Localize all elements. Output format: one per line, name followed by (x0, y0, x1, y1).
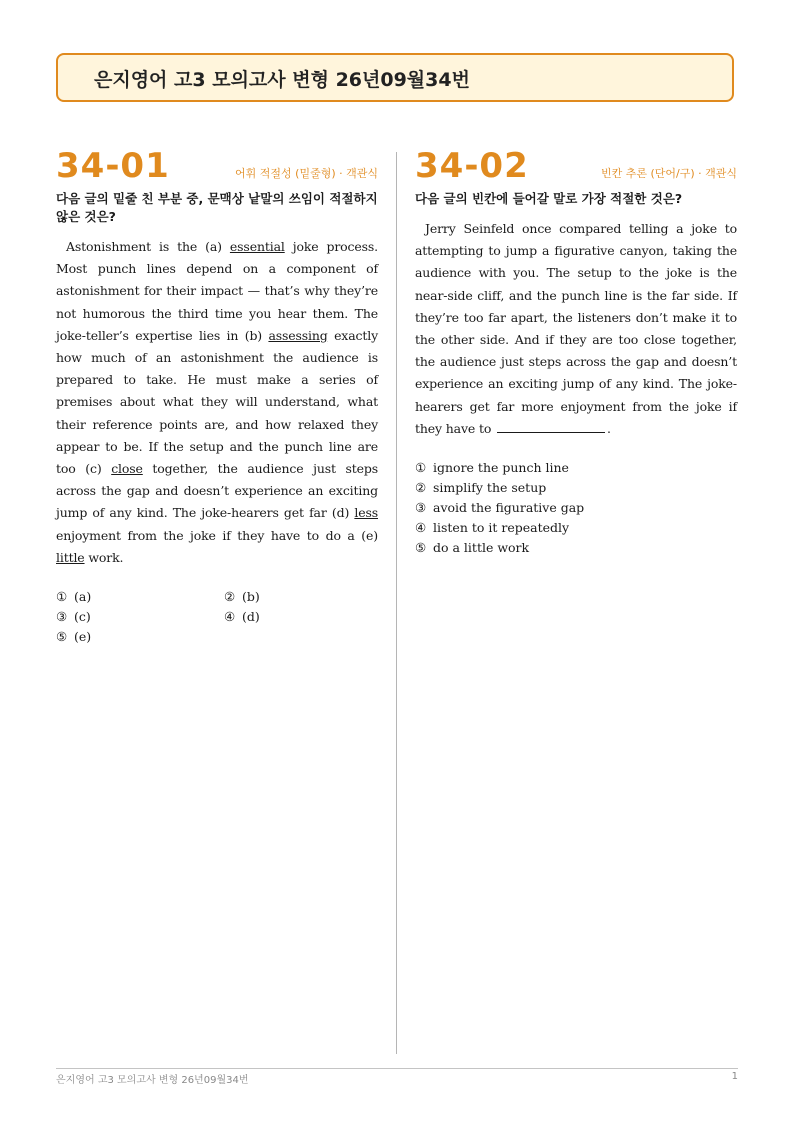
question-number: 34-01 (56, 146, 170, 186)
question-34-02 (415, 146, 737, 558)
question-passage (56, 236, 378, 569)
choice-mark: ⑤ (56, 629, 68, 645)
question-header (56, 146, 378, 188)
choice-3[interactable] (56, 607, 224, 627)
underlined-word-a: essential (229, 239, 285, 254)
passage-text: exactly how much of an astonishment the audience is prepared to take. He must make a series of premises about what they will understand, what their reference points are, and how relaxed they appear to be. If the setup and the punch line are too (c) (56, 327, 378, 477)
choice-mark: ⑤ (415, 540, 427, 556)
answer-choices (56, 587, 378, 647)
passage-text: Astonishment is the (a) (66, 239, 230, 254)
choice-text: (d) (242, 609, 260, 625)
choice-mark: ② (224, 589, 236, 605)
passage-text: joke process. Most punch lines depend on a component of astonishment for their impact — that’s why they’re not humorous the third time you hear them. The joke-teller’s expertise lies in (b) (56, 239, 378, 343)
choice-text: (e) (74, 629, 92, 645)
underlined-word-c: close (111, 461, 143, 477)
choice-mark: ② (415, 480, 427, 496)
underlined-word-b: assessing (268, 327, 328, 343)
choice-text: simplify the setup (433, 480, 547, 496)
choice-mark: ③ (415, 500, 427, 516)
choice-mark: ① (56, 589, 68, 605)
header-box (56, 53, 734, 102)
question-instruction: 다음 글의 밑줄 친 부분 중, 문맥상 낱말의 쓰임이 적절하지 않은 것은? (56, 191, 378, 224)
passage-text: together, the audience just steps across the gap and doesn’t experience an exciting jump of any kind. The joke-hearers get far (d) (56, 461, 378, 521)
choice-1[interactable] (415, 458, 737, 478)
choice-2[interactable] (415, 478, 737, 498)
underlined-word-d: less (354, 505, 378, 521)
question-instruction: 다음 글의 빈칸에 들어갈 말로 가장 적절한 것은? (415, 191, 683, 206)
question-passage (415, 218, 737, 440)
choice-mark: ④ (224, 609, 236, 625)
question-34-01 (56, 146, 378, 647)
choice-mark: ④ (415, 520, 427, 536)
choice-mark: ③ (56, 609, 68, 625)
choice-2[interactable] (224, 587, 378, 607)
choice-3[interactable] (415, 498, 737, 518)
passage-text: enjoyment from the joke if they have to do a (e) (56, 527, 378, 543)
page-title: 은지영어 고3 모의고사 변형 26년09월34번 (94, 69, 470, 91)
question-header (415, 146, 737, 188)
choice-mark: ① (415, 460, 427, 476)
answer-choices (415, 458, 737, 558)
passage-text: Jerry Seinfeld once compared telling a joke to attempting to jump a figurative canyon, taking the audience with you. The setup to the joke is the near-side cliff, and the punch line is the far side. If they’re too far apart, the listeners don’t make it to the other side. And if they are too close together, the audience just steps across the gap and doesn’t experience an exciting jump of any kind. The joke-hearers get far more enjoyment from the joke if they have to (415, 221, 737, 436)
footer-title: 은지영어 고3 모의고사 변형 26년09월34번 (56, 1075, 249, 1086)
choice-5[interactable] (56, 627, 224, 647)
choice-text: avoid the figurative gap (433, 500, 585, 516)
choice-4[interactable] (415, 518, 737, 538)
choice-text: (b) (242, 589, 260, 605)
page-number: 1 (731, 1071, 738, 1082)
question-type-tag: 어휘 적절성 (밑줄형) · 객관식 (235, 167, 378, 180)
choice-4[interactable] (224, 607, 378, 627)
passage-text: . (607, 420, 611, 436)
question-type-tag: 빈칸 추론 (단어/구) · 객관식 (600, 167, 737, 180)
choice-text: (a) (74, 589, 92, 605)
answer-blank (497, 420, 605, 433)
choice-5[interactable] (415, 538, 737, 558)
column-divider (396, 152, 397, 1054)
footer-divider (56, 1068, 738, 1069)
question-number: 34-02 (415, 146, 529, 186)
choice-text: (c) (74, 609, 91, 625)
choice-text: listen to it repeatedly (433, 520, 570, 536)
passage-text: work. (84, 549, 124, 565)
underlined-word-e: little (56, 549, 85, 565)
choice-text: ignore the punch line (433, 460, 569, 476)
choice-1[interactable] (56, 587, 224, 607)
choice-text: do a little work (433, 540, 530, 556)
